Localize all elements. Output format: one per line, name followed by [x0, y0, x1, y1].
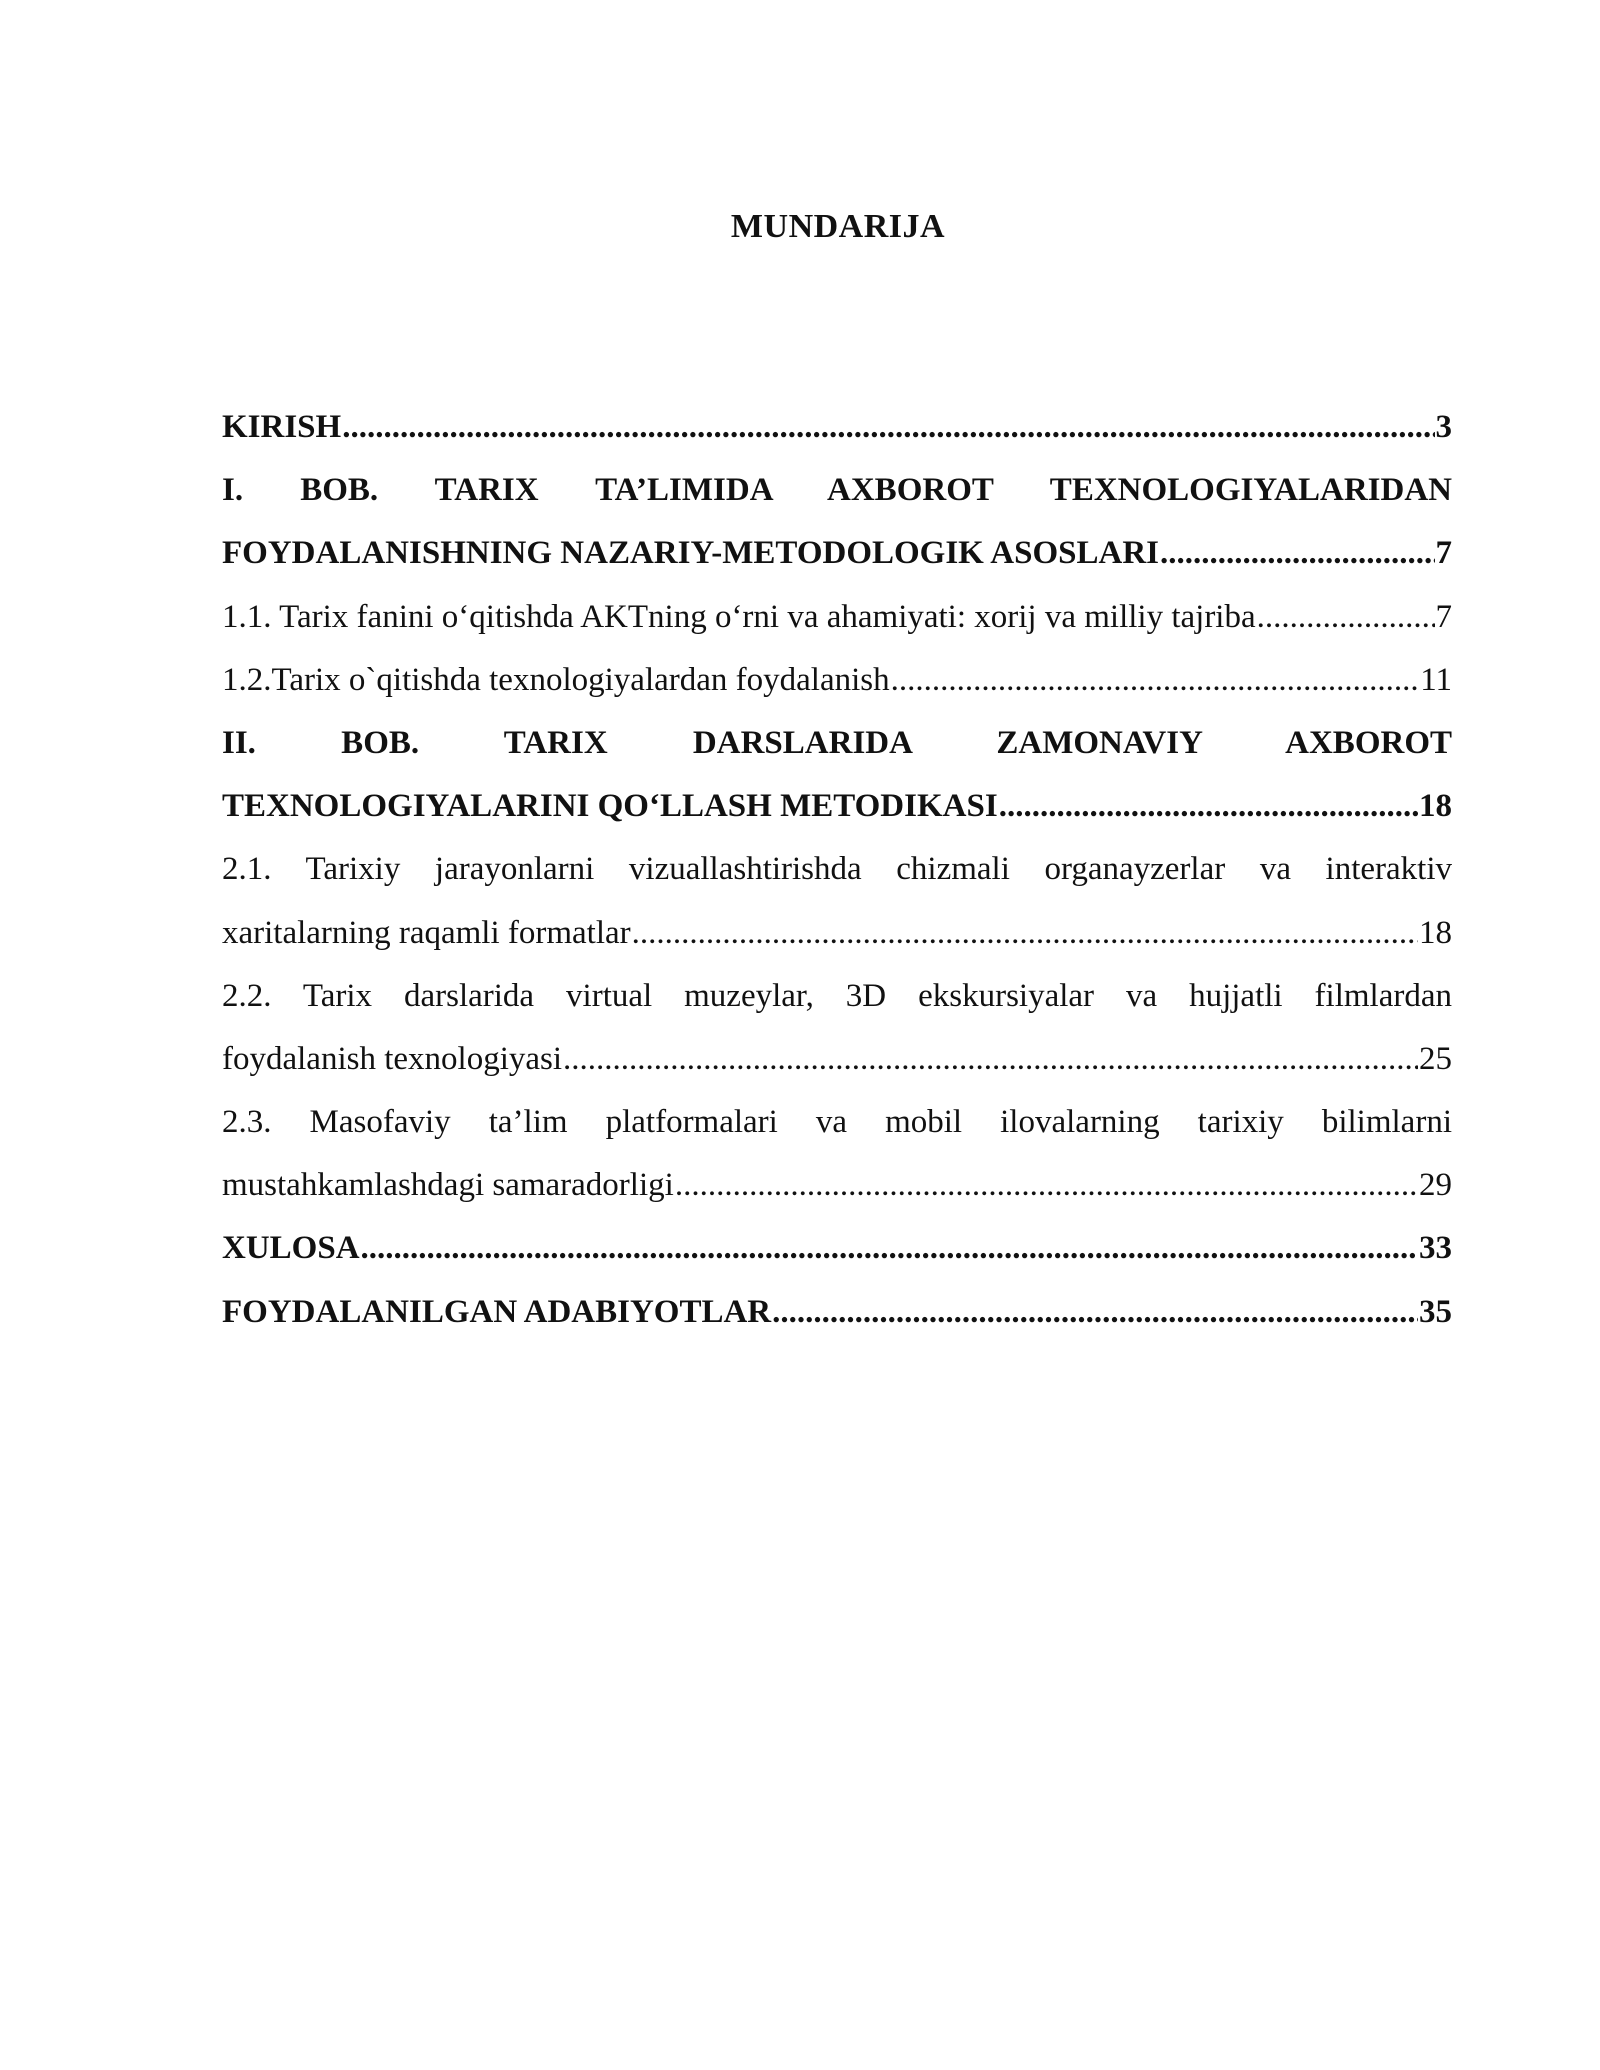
toc-page-number: 18: [1419, 914, 1452, 951]
toc-entry-text: TEXNOLOGIYALARINI QO‘LLASH METODIKASI: [222, 788, 998, 825]
dot-leader: [891, 649, 1420, 712]
toc-page-number: 35: [1419, 1293, 1452, 1330]
toc-page-number: 33: [1419, 1230, 1452, 1267]
toc-entry-text: mustahkamlashdagi samaradorligi: [222, 1167, 674, 1204]
toc-entry-2-3-line1: 2.3. Masofaviy ta’lim platformalari va mobil ilovalarning tarixiy bilimlarni: [222, 1104, 1452, 1141]
toc-entry-text: FOYDALANILGAN ADABIYOTLAR: [222, 1293, 772, 1330]
toc-entry-bob1-line2: [222, 522, 1452, 585]
toc-entry-2-1-line1: 2.1. Tarixiy jarayonlarni vizuallashtirishda chizmali organayzerlar va interaktiv: [222, 851, 1452, 888]
toc-entry-adabiyotlar: [222, 1281, 1452, 1344]
toc-entry-bob2-line2: [222, 775, 1452, 838]
table-of-contents: [222, 396, 1452, 1344]
toc-page-number: 7: [1435, 535, 1452, 572]
toc-entry-2-1-line2: [222, 902, 1452, 965]
toc-entry-2-3-line2: [222, 1154, 1452, 1217]
toc-entry-text: FOYDALANISHNING NAZARIY-METODOLOGIK ASOSLARI: [222, 535, 1160, 572]
toc-entry-text: 1.1. Tarix fanini o‘qitishda AKTning o‘rni va ahamiyati: xorij va milliy tajriba: [222, 598, 1256, 635]
toc-entry-text: foydalanish texnologiyasi: [222, 1040, 563, 1077]
page-title: MUNDARIJA: [730, 208, 946, 245]
dot-leader: [361, 1217, 1418, 1280]
toc-entry-text: KIRISH: [222, 409, 342, 445]
dot-leader: [632, 902, 1418, 965]
toc-entry-2-2-line1: 2.2. Tarix darslarida virtual muzeylar, 3D ekskursiyalar va hujjatli filmlardan: [222, 977, 1452, 1014]
toc-entry-text: XULOSA: [222, 1230, 360, 1267]
toc-page-number: 11: [1420, 661, 1452, 698]
toc-entry-kirish: [222, 396, 1452, 459]
dot-leader: [1160, 522, 1434, 585]
toc-entry-bob1-line1: I. BOB. TARIX TA’LIMIDA AXBOROT TEXNOLOGIYALARIDAN: [222, 472, 1452, 509]
toc-page-number: 3: [1435, 409, 1452, 445]
dot-leader: [772, 1281, 1418, 1344]
dot-leader: [999, 775, 1418, 838]
toc-page-number: 29: [1419, 1167, 1452, 1204]
dot-leader: [563, 1028, 1418, 1091]
toc-entry-text: xaritalarning raqamli formatlar: [222, 914, 631, 951]
toc-page-number: 18: [1419, 788, 1452, 825]
toc-entry-text: 1.2.Tarix o`qitishda texnologiyalardan foydalanish: [222, 661, 890, 698]
toc-entry-1-2: [222, 649, 1452, 712]
dot-leader: [1257, 586, 1435, 649]
toc-entry-1-1: [222, 586, 1452, 649]
toc-page-number: 25: [1419, 1040, 1452, 1077]
toc-entry-bob2-line1: II. BOB. TARIX DARSLARIDA ZAMONAVIY AXBOROT: [222, 724, 1452, 761]
toc-entry-2-2-line2: [222, 1028, 1452, 1091]
dot-leader: [675, 1154, 1418, 1217]
dot-leader: [342, 396, 1434, 459]
toc-entry-xulosa: [222, 1217, 1452, 1280]
toc-page-number: 7: [1435, 598, 1452, 635]
